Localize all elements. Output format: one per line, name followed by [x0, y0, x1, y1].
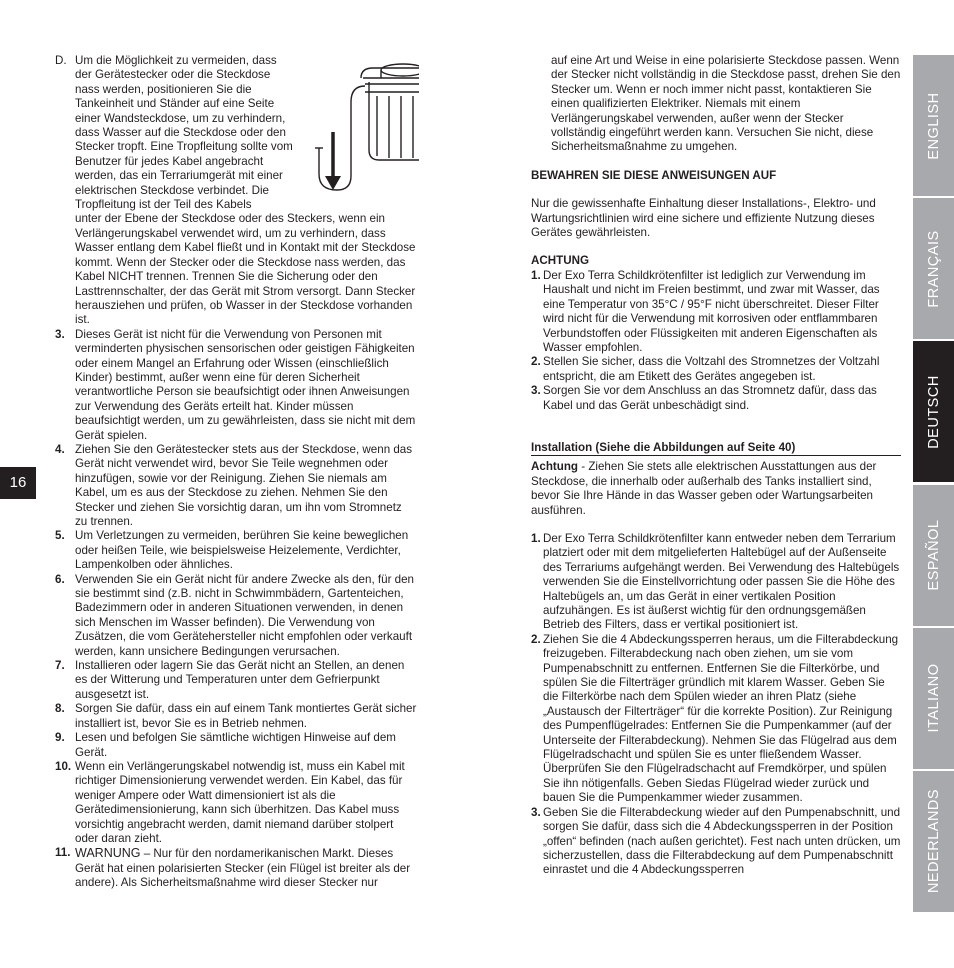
list-item — [531, 633, 901, 806]
item-11 — [55, 846, 417, 890]
tab-english[interactable] — [913, 55, 954, 196]
item-number: 9. — [55, 731, 65, 745]
list-item — [531, 269, 901, 355]
installation-warning-label: Achtung — [531, 460, 579, 474]
tab-italiano[interactable] — [913, 628, 954, 769]
item-number: 2. — [531, 355, 541, 369]
tab-nederlands[interactable] — [913, 771, 954, 912]
list-item — [55, 702, 417, 731]
achtung-heading: ACHTUNG — [531, 254, 589, 268]
continued-text: auf eine Art und Weise in eine polarisierte Steckdose passen. Wenn der Stecker nicht vollständig in die Steckdose passt, drehen Sie den Stecker um. Wenn er noch immer nicht passt, kontaktieren Sie einen qualifizierten Elektriker. Niemals mit einem Verlängerungskabel verwenden, außer wenn der Stecker vollständig eingeführt werden kann. Versuchen Sie nicht, diese Sicherheitsmaßnahme zu umgehen. — [551, 54, 901, 154]
item-text: Sorgen Sie dafür, dass ein auf einem Tank montiertes Gerät sicher installiert ist, bevor Sie es in Betrieb nehmen. — [75, 702, 417, 730]
list-item — [55, 760, 417, 846]
item-d-text-rest: unter der Ebene der Steckdose oder des Steckers, wenn ein Verlängerungskabel verwendet wird, um zu verhindern, dass Wasser entlang dem Kabel fließt und in Kontakt mit der Steckdose kommt. Wenn der Stecker oder die Steckdose nass werden, das Kabel NICHT trennen. Trennen Sie die Sicherung oder den Lasttrennschalter, der das Gerät mit Strom versorgt. Dann Stecker herausziehen und prüfen, ob Wasser in der Steckdose vorhanden ist. — [75, 212, 416, 327]
tab-label: NEDERLANDS — [925, 789, 942, 894]
list-item — [55, 659, 417, 702]
item-number: 3. — [531, 805, 541, 819]
item-text: Wenn ein Verlängerungskabel notwendig ist, muss ein Kabel mit richtiger Dimensionierung verwendet werden. Ein Kabel, das für weniger Ampere oder Watt dimensioniert ist als die Gerätedimensionierung, kann sich überhitzen. Das Kabel muss vorsichtig angebracht werden, damit niemand darüber stolpert oder daran zieht. — [75, 759, 405, 845]
item-11-body: – Nur für den nordamerikanischen Markt. Dieses Gerät hat einen polarisierten Stecker (ein Flügel ist breiter als der andere). Als Sicherheitsmaßnahme wird dieser Stecker nur — [75, 847, 411, 890]
item-number: 3. — [531, 384, 541, 398]
item-number: 3. — [55, 327, 65, 341]
list-item — [531, 355, 901, 384]
list-item — [55, 328, 417, 443]
tab-label: ENGLISH — [925, 91, 942, 160]
tab-label: ESPAÑOL — [925, 519, 942, 591]
list-item — [55, 731, 417, 760]
item-number: 11. — [55, 846, 71, 860]
item-number: 5. — [55, 529, 65, 543]
list-item — [531, 384, 901, 413]
tab-label: ITALIANO — [925, 663, 942, 733]
installation-heading: Installation (Siehe die Abbildungen auf Seite 40) — [531, 441, 901, 456]
page-number: 16 — [0, 467, 36, 499]
list-item — [55, 443, 417, 529]
list-item — [55, 529, 417, 572]
warning-label: WARNUNG — [75, 846, 141, 861]
language-tabs — [913, 54, 954, 913]
item-number: 7. — [55, 659, 65, 673]
right-column — [531, 54, 901, 878]
item-text: Stellen Sie sicher, dass die Voltzahl des Stromnetzes der Voltzahl entspricht, die am Etikett des Gerätes angegeben ist. — [543, 355, 880, 383]
item-text: Der Exo Terra Schildkrötenfilter ist lediglich zur Verwendung im Haushalt und nicht im Freien bestimmt, und zwar mit Wasser, das eine Temperatur von 35°C / 95°F nicht überschreitet. Dieser Filter wird nicht für die Verwendung mit korrosiven oder entflammbaren Verbundstoffen oder Flüssigkeiten mit anderen Eigenschaften als Wasser empfohlen. — [543, 268, 880, 354]
item-text: Geben Sie die Filterabdeckung wieder auf den Pumpenabschnitt, und sorgen Sie dafür, dass sich die 4 Abdeckungssperren in der Position „offen“ befinden (nach außen gerichtet). Fest nach unten drücken, um sicherzustellen, dass die Filterabdeckung auf dem Pumpenabschnitt einrastet und die 4 Abdeckungssperren — [543, 805, 901, 877]
save-instructions-text: Nur die gewissenhafte Einhaltung dieser Installations-, Elektro- und Wartungsrichtlinien wird eine sichere und effiziente Nutzung dieses Gerätes gewährleisten. — [531, 197, 876, 240]
installation-warning-text: - Ziehen Sie stets alle elektrischen Ausstattungen aus der Steckdose, die innerhalb oder außerhalb des Tanks installiert sind, bevor Sie Ihre Hände in das Wasser geben oder Wartungsarbeiten ausführen. — [531, 460, 877, 517]
tab-label: FRANÇAIS — [925, 230, 942, 308]
item-text: Ziehen Sie den Gerätestecker stets aus der Steckdose, wenn das Gerät nicht verwendet wird, bevor Sie Teile wegnehmen oder hinzufügen, sowie vor der Reinigung. Ziehen Sie niemals am Kabel, um es aus der Steckdose zu ziehen. Nehmen Sie den Stecker und ziehen Sie vorsichtig daran, um ihn vom Stromnetz zu trennen. — [75, 442, 413, 528]
item-number: 6. — [55, 572, 65, 586]
item-number: 1. — [531, 268, 541, 282]
item-text: Dieses Gerät ist nicht für die Verwendung von Personen mit verminderten physischen sensorischen oder geistigen Fähigkeiten oder einem Mangel an Erfahrung oder Wissen (einschließlich Kinder) bestimmt, außer wenn eine für deren Sicherheit verantwortliche Person sie beaufsichtigt oder ihnen Anweisungen zur Verwendung des Geräts erteilt hat. Kinder müssen beaufsichtigt werden, um zu gewährleisten, dass sie nicht mit dem Gerät spielen. — [75, 327, 416, 442]
list-item — [531, 532, 901, 633]
installation-warning — [531, 460, 901, 518]
item-text: Sorgen Sie vor dem Anschluss an das Stromnetz dafür, dass das Kabel und das Gerät unbeschädigt sind. — [543, 384, 877, 412]
item-d-text-wrapped: Um die Möglichkeit zu vermeiden, dass der Gerätestecker oder die Steckdose nass werden, positionieren Sie die Tankeinheit und Ständer auf eine Seite einer Wandsteckdose, um zu verhindern, dass Wasser auf die Steckdose oder den Stecker tropft. Eine Tropfleitung sollte vom Benutzer für jedes Kabel angebracht werden, das ein Terrariumgerät mit einer elektrischen Steckdose verbindet. Die Tropfleitung ist der Teil des Kabels — [75, 54, 293, 212]
item-text: Installieren oder lagern Sie das Gerät nicht an Stellen, an denen es der Witterung und Temperaturen unter dem Gefrierpunkt ausgesetzt ist. — [75, 659, 405, 701]
save-instructions-heading: BEWAHREN SIE DIESE ANWEISUNGEN AUF — [531, 168, 777, 182]
item-number: 2. — [531, 632, 541, 646]
list-item — [55, 573, 417, 659]
filter-drip-loop-illustration — [297, 56, 419, 198]
tab-deutsch[interactable] — [913, 341, 954, 482]
item-number: 4. — [55, 442, 65, 456]
item-number: 1. — [531, 531, 541, 545]
item-number: 8. — [55, 702, 65, 716]
item-text: Um Verletzungen zu vermeiden, berühren Sie keine beweglichen oder heißen Teile, wie beispielsweise Heizelemente, Verdichter, Lampenkolben oder ähnliches. — [75, 529, 409, 572]
item-text: Der Exo Terra Schildkrötenfilter kann entweder neben dem Terrarium platziert oder mit dem mitgelieferten Haltebügel auf der Außenseite des Terrariums aufgehängt werden. Bei Verwendung des Haltebügels verwenden Sie die Einstellvorrichtung oder passen Sie die Höhe des Haltebügels an, um das Gerät in einer vertikalen Position aufzuhängen. Es ist äußerst wichtig für den ordnungsgemäßen Betrieb des Filters, dass er vertikal positioniert ist. — [543, 531, 900, 632]
tab-label: DEUTSCH — [925, 375, 942, 449]
item-text: Ziehen Sie die 4 Abdeckungssperren heraus, um die Filterabdeckung freizugeben. Filterabdeckung nach oben ziehen, um sie vom Pumpenabschnitt zu entfernen. Entfernen Sie die Filterkörbe, und spülen Sie die Filterträger gründlich mit klarem Wasser. Geben Sie die Filterkörbe nach dem Spülen wieder an ihren Platz (siehe „Austausch der Filterträger“ für die korrekte Position). Zur Reinigung des Pumpenflügelrades: Entfernen Sie die Pumpenkammer (auf der Unterseite der Filterabdeckung). Nehmen Sie das Flügelrad aus dem Flügelradschacht und spülen Sie es unter fließendem Wasser. Überprüfen Sie den Flügelradschacht auf Fremdkörper, und spülen Sie ihn nötigenfalls. Geben Siedas Flügelrad wieder zurück und bauen Sie die Pumpenkammer wieder zusammen. — [543, 632, 899, 805]
tab-français[interactable] — [913, 198, 954, 339]
tab-español[interactable] — [913, 485, 954, 626]
item-text: Verwenden Sie ein Gerät nicht für andere Zwecke als den, für den sie bestimmt sind (z.B. nicht in Schwimmbädern, Gartenteichen, Badezimmern oder in anderen Situationen verwenden, in denen sich Menschen im Wasser befinden). Die Verwendung von Zusätzen, die vom Gerätehersteller nicht empfohlen oder verkauft werden, kann unsichere Bedingungen verursachen. — [75, 572, 414, 658]
item-text: Lesen und befolgen Sie sämtliche wichtigen Hinweise auf dem Gerät. — [75, 731, 396, 759]
item-number: D. — [55, 54, 67, 67]
list-item — [531, 806, 901, 878]
item-number: 10. — [55, 759, 72, 773]
item-11-text — [75, 846, 417, 890]
